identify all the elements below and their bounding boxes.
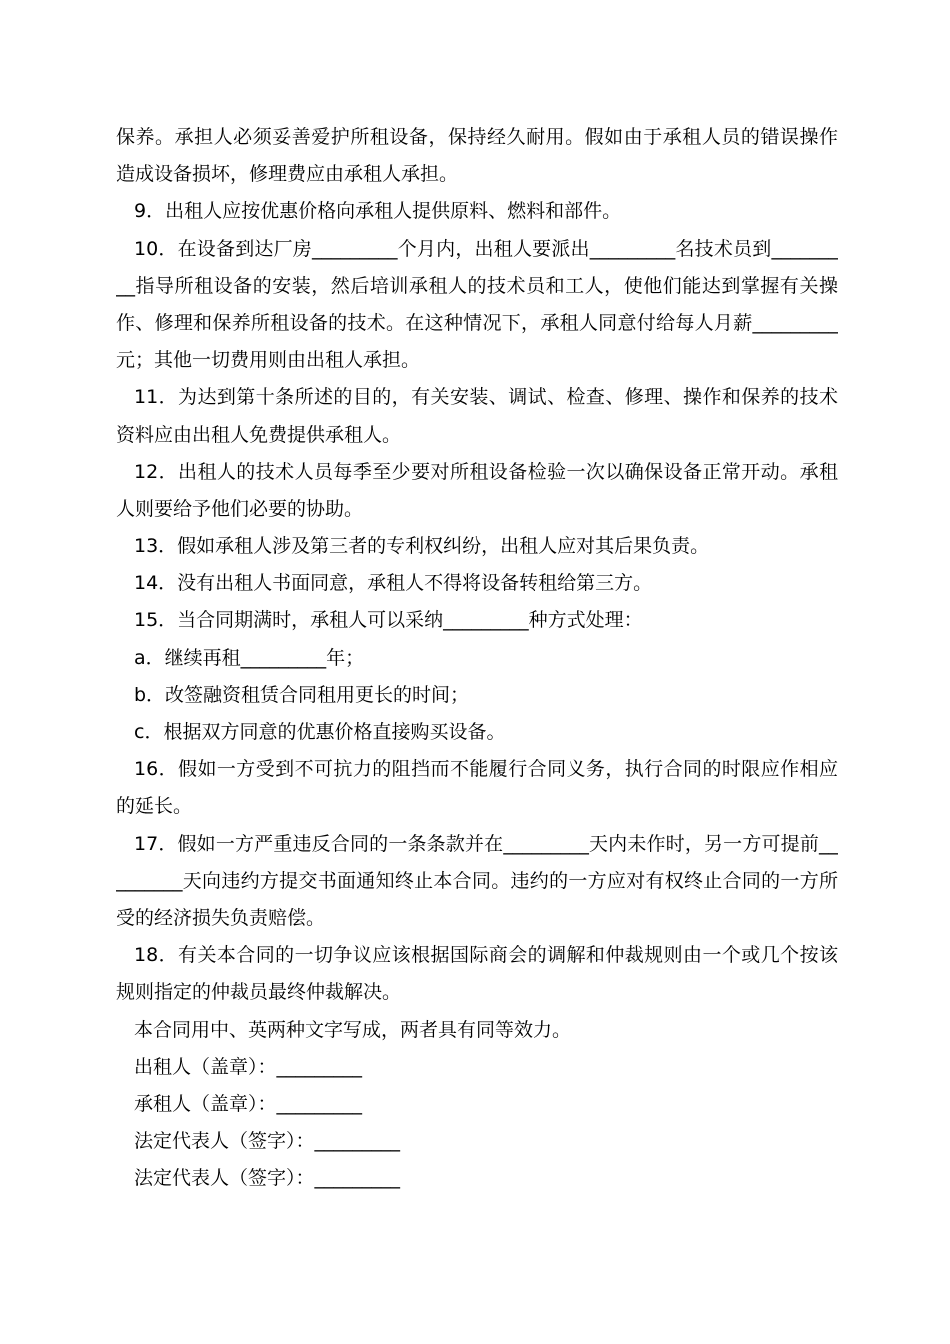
text-line: 作、修理和保养所租设备的技术。在这种情况下，承租人同意付给每人月薪_________ <box>116 311 838 334</box>
text-line: 本合同用中、英两种文字写成，两者具有同等效力。 <box>134 1018 572 1041</box>
text-line: c．根据双方同意的优惠价格直接购买设备。 <box>134 721 506 743</box>
text-line: 法定代表人（签字）：_________ <box>134 1167 401 1190</box>
text-line: 16．假如一方受到不可抗力的阻挡而不能履行合同义务，执行合同的时限应作相应 <box>134 758 838 781</box>
text-line: 保养。承担人必须妥善爱护所租设备，保持经久耐用。假如由于承租人员的错误操作 <box>116 126 838 148</box>
text-line: 10．在设备到达厂房_________个月内，出租人要派出_________名技术员到_______ <box>134 237 838 260</box>
text-line: 元；其他一切费用则由出租人承担。 <box>116 349 421 372</box>
text-line: 出租人（盖章）：_________ <box>134 1055 363 1078</box>
text-line: 法定代表人（签字）：_________ <box>134 1130 401 1153</box>
text-line: 人则要给予他们必要的协助。 <box>116 497 364 520</box>
text-line: 资料应由出租人免费提供承租人。 <box>116 423 402 446</box>
text-line: 14．没有出租人书面同意，承租人不得将设备转租给第三方。 <box>134 572 653 595</box>
text-line: 18．有关本合同的一切争议应该根据国际商会的调解和仲裁规则由一个或几个按该 <box>134 944 838 967</box>
text-line: 规则指定的仲裁员最终仲裁解决。 <box>116 981 402 1004</box>
text-line: 造成设备损坏，修理费应由承租人承担。 <box>116 163 459 186</box>
text-line: _______天向违约方提交书面通知终止本合同。违约的一方应对有权终止合同的一方所 <box>116 869 838 892</box>
text-line: 12．出租人的技术人员每季至少要对所租设备检验一次以确保设备正常开动。承租 <box>134 460 838 483</box>
text-line: 9．出租人应按优惠价格向承租人提供原料、燃料和部件。 <box>134 200 622 223</box>
text-line: __指导所租设备的安装，然后培训承租人的技术员和工人，使他们能达到掌握有关操 <box>116 274 838 297</box>
text-line: 15．当合同期满时，承租人可以采纳_________种方式处理： <box>134 609 643 632</box>
text-line: a．继续再租_________年； <box>134 646 365 669</box>
text-line: 承租人（盖章）：_________ <box>134 1092 363 1115</box>
text-line: 受的经济损失负责赔偿。 <box>116 906 326 929</box>
text-line: 17．假如一方严重违反合同的一条条款并在_________天内未作时，另一方可提前__ <box>134 832 838 855</box>
text-line: 11．为达到第十条所述的目的，有关安装、调试、检查、修理、操作和保养的技术 <box>134 386 838 409</box>
text-line: 13．假如承租人涉及第三者的专利权纠纷，出租人应对其后果负责。 <box>134 535 710 558</box>
text-line: 的延长。 <box>116 795 193 818</box>
text-line: b．改签融资租赁合同租用更长的时间； <box>134 683 470 706</box>
